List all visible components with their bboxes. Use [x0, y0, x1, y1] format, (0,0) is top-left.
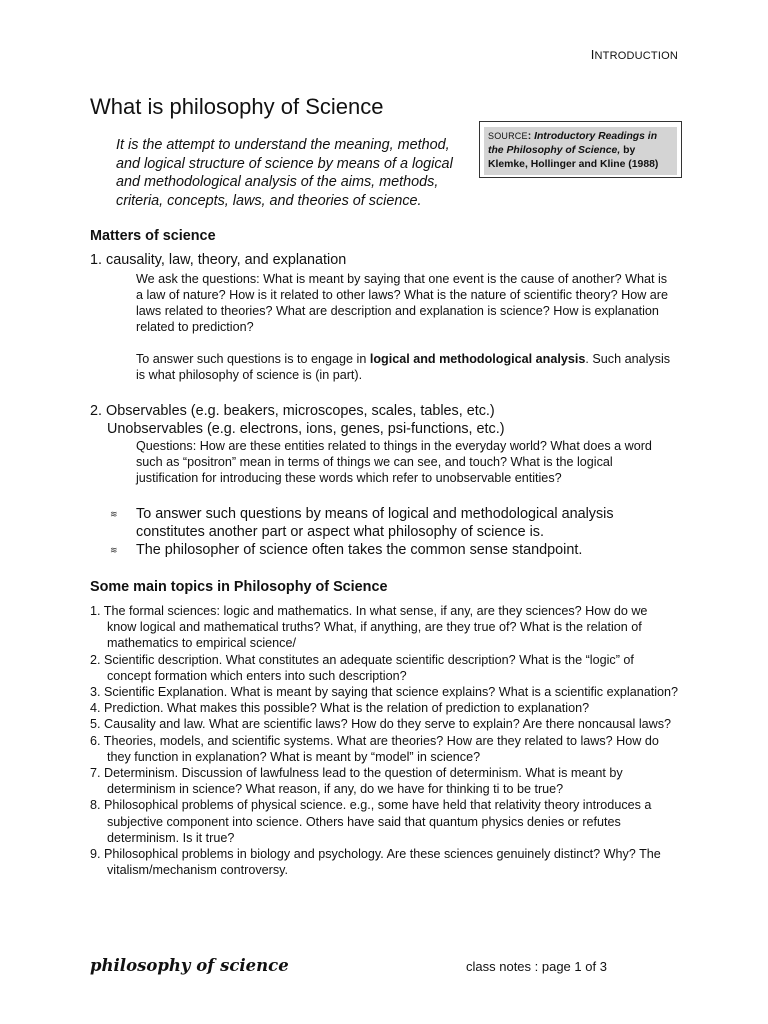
observables-line: 2. Observables (e.g. beakers, microscopes, scales, tables, etc.) [90, 403, 495, 419]
topic-item: 8. Philosophical problems of physical science. e.g., some have held that relativity theory introduces a subjective component into science. Others have said that quantum physics denies or refutes determinism. Is it true? [90, 798, 652, 845]
matters-item-1-para-2: To answer such questions is to engage in logical and methodological analysis. Such analysis is what philosophy of science is (in part). [136, 352, 671, 382]
source-box [479, 121, 682, 178]
source-authors: by Klemke, Hollinger and Kline (1988) [488, 145, 659, 170]
unobservables-line: Unobservables (e.g. electrons, ions, genes, psi-functions, etc.) [107, 420, 505, 437]
footer-page-info: class notes : page 1 of 3 [466, 959, 607, 974]
matters-item-1-label: 1. causality, law, theory, and explanation [90, 252, 347, 268]
topic-item: 1. The formal sciences: logic and mathematics. In what sense, if any, are they sciences? How do we know logical and mathematical truths? What, if anything, are they true of? What is the relation of mathematics to empirical science/ [90, 604, 648, 651]
matters-item-2-label [90, 403, 505, 438]
topic-item: 9. Philosophical problems in biology and psychology. Are these sciences genuinely distinct? Why? The vitalism/mechanism controversy. [90, 847, 661, 878]
section-label: INTRODUCTION [590, 47, 678, 62]
bullet-icon: ≋ [110, 509, 118, 519]
bullet-text: To answer such questions by means of logical and methodological analysis constitutes another part or aspect what philosophy of science is. [136, 506, 614, 540]
bullet-item [110, 542, 670, 560]
topic-item: 5. Causality and law. What are scientific laws? How do they serve to explain? Are there noncausal laws? [90, 717, 672, 732]
topics-list [90, 603, 680, 878]
intro-definition: It is the attempt to understand the meaning, method, and logical structure of science by means of a logical and methodological analysis of the aims, methods, criteria, concepts, laws, and theories of science. [116, 137, 453, 209]
topic-item: 7. Determinism. Discussion of lawfulness lead to the question of determinism. What is meant by determinism in science? What reason, if any, do we have for thinking ti to be true? [90, 766, 623, 797]
source-citation: SOURCE: Introductory Readings in the Philosophy of Science, by Klemke, Hollinger and Kline (1988) [484, 127, 677, 175]
matters-item-2-para: Questions: How are these entities related to things in the everyday world? What does a word such as “positron” mean in terms of things we can see, and touch? What is the logical justification for introducing these words which refer to unobservable entities? [136, 439, 652, 485]
topic-item: 6. Theories, models, and scientific systems. What are theories? How are they related to laws? How do they function in explanation? What is meant by “model” in science? [90, 733, 659, 764]
bullet-text: The philosopher of science often takes the common sense standpoint. [136, 542, 583, 558]
source-book-title: Introductory Readings in the Philosophy of Science, [488, 131, 658, 156]
bullet-item [110, 506, 670, 541]
matters-heading: Matters of science [90, 228, 216, 244]
topics-heading: Some main topics in Philosophy of Science [90, 579, 388, 595]
topic-item: 2. Scientific description. What constitutes an adequate scientific description? What is the “logic” of concept formation which enters into such description? [90, 652, 634, 683]
logical-analysis-emphasis: logical and methodological analysis [369, 352, 586, 366]
matters-item-1-para-1: We ask the questions: What is meant by saying that one event is the cause of another? What is a law of nature? How is it related to other laws? What is the nature of scientific theory? How are laws related to theories? What are description and explanation is science? How is explanation related to prediction? [136, 272, 668, 334]
topic-item: 4. Prediction. What makes this possible? What is the relation of prediction to explanation? [90, 701, 590, 716]
topic-item: 3. Scientific Explanation. What is meant by saying that science explains? What is a scientific explanation? [90, 685, 679, 700]
page-title: What is philosophy of Science [90, 94, 384, 119]
bullet-icon: ≋ [110, 545, 118, 555]
footer-course-title: philosophy of science [90, 956, 289, 975]
source-label: SOURCE [488, 131, 528, 141]
